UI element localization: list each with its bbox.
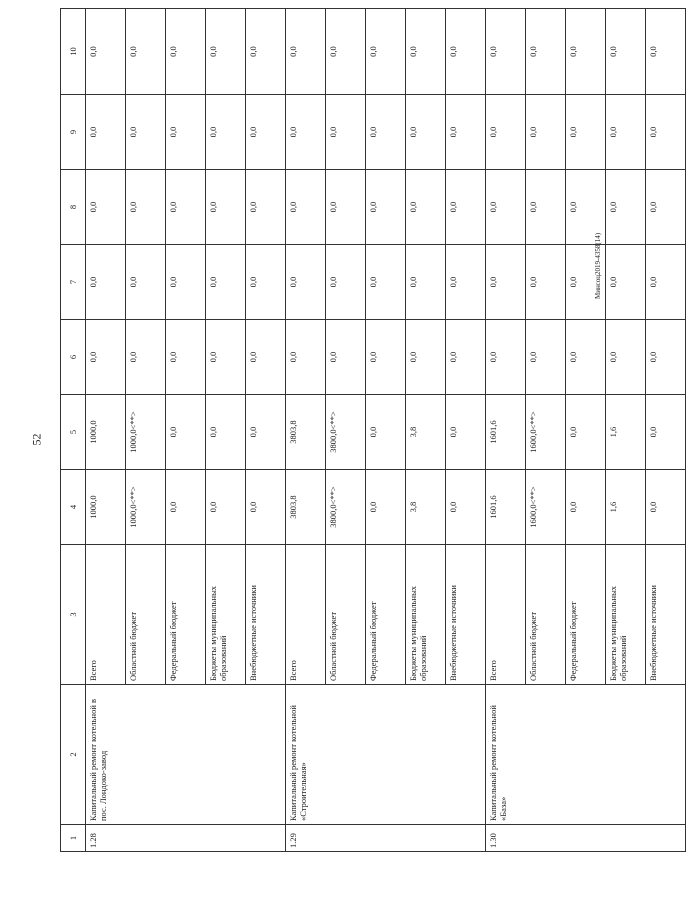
column-number-4: 4: [61, 470, 86, 545]
value-cell: 0,0: [246, 9, 286, 95]
value-cell: 0,0: [286, 9, 326, 95]
table-row: [86, 9, 126, 852]
value-cell: 0,0: [646, 470, 686, 545]
value-cell: 0,0: [166, 95, 206, 170]
funding-source: Федеральный бюджет: [566, 545, 606, 685]
value-cell: 0,0: [486, 245, 526, 320]
value-cell: 0,0: [246, 470, 286, 545]
value-cell: 0,0: [526, 170, 566, 245]
funding-source: Внебюджетные источники: [446, 545, 486, 685]
table-row: [286, 9, 326, 852]
funding-source: Федеральный бюджет: [366, 545, 406, 685]
value-cell: 0,0: [486, 170, 526, 245]
funding-source: Федеральный бюджет: [166, 545, 206, 685]
funding-source: Бюджеты муниципальных образований: [606, 545, 646, 685]
value-cell: 0,0: [366, 170, 406, 245]
value-cell: 0,0: [566, 470, 606, 545]
item-name: Капитальный ремонт котельной «База»: [486, 685, 686, 825]
item-number: 1.30: [486, 825, 686, 852]
value-cell: 0,0: [206, 170, 246, 245]
value-cell: 0,0: [606, 170, 646, 245]
value-cell: 0,0: [566, 395, 606, 470]
value-cell: 0,0: [446, 320, 486, 395]
value-cell: 0,0: [446, 245, 486, 320]
value-cell: 0,0: [246, 395, 286, 470]
value-cell: 0,0: [526, 95, 566, 170]
value-cell: 0,0: [86, 245, 126, 320]
value-cell: 0,0: [126, 9, 166, 95]
value-cell: 0,0: [166, 320, 206, 395]
value-cell: 0,0: [406, 9, 446, 95]
funding-source: Областной бюджет: [326, 545, 366, 685]
funding-source: Областной бюджет: [526, 545, 566, 685]
value-cell: 0,0: [566, 9, 606, 95]
column-number-7: 7: [61, 245, 86, 320]
funding-source: Внебюджетные источники: [246, 545, 286, 685]
value-cell: 3800,0<**>: [326, 470, 366, 545]
value-cell: 0,0: [606, 245, 646, 320]
value-cell: 3803,8: [286, 470, 326, 545]
column-number-8: 8: [61, 170, 86, 245]
value-cell: 0,0: [326, 320, 366, 395]
value-cell: 0,0: [166, 245, 206, 320]
value-cell: 0,0: [206, 470, 246, 545]
value-cell: 0,0: [406, 95, 446, 170]
value-cell: 0,0: [446, 395, 486, 470]
value-cell: 0,0: [206, 320, 246, 395]
document-code: Минсоц2019-4358(14): [594, 232, 602, 300]
value-cell: 1000,0<**>: [126, 395, 166, 470]
value-cell: 3800,0<**>: [326, 395, 366, 470]
value-cell: 0,0: [86, 170, 126, 245]
value-cell: 1600,0<**>: [526, 395, 566, 470]
value-cell: 0,0: [526, 245, 566, 320]
value-cell: 0,0: [246, 170, 286, 245]
column-number-1: 1: [61, 825, 86, 852]
value-cell: 0,0: [646, 320, 686, 395]
value-cell: 0,0: [126, 245, 166, 320]
value-cell: 0,0: [566, 320, 606, 395]
value-cell: 3803,8: [286, 395, 326, 470]
funding-source: Всего: [86, 545, 126, 685]
value-cell: 1,6: [606, 395, 646, 470]
value-cell: 0,0: [406, 245, 446, 320]
value-cell: 0,0: [646, 395, 686, 470]
value-cell: 0,0: [206, 395, 246, 470]
value-cell: 0,0: [86, 95, 126, 170]
item-number: 1.29: [286, 825, 486, 852]
item-name: Капитальный ремонт котельной «Строительная»: [286, 685, 486, 825]
value-cell: 1600,0<**>: [526, 470, 566, 545]
value-cell: 0,0: [566, 170, 606, 245]
column-number-5: 5: [61, 395, 86, 470]
value-cell: 0,0: [446, 95, 486, 170]
value-cell: 0,0: [526, 9, 566, 95]
value-cell: 0,0: [366, 245, 406, 320]
value-cell: 0,0: [646, 170, 686, 245]
value-cell: 0,0: [366, 395, 406, 470]
value-cell: 1,6: [606, 470, 646, 545]
value-cell: 0,0: [606, 320, 646, 395]
value-cell: 0,0: [326, 9, 366, 95]
budget-table: [60, 8, 686, 852]
value-cell: 0,0: [166, 470, 206, 545]
value-cell: 0,0: [646, 9, 686, 95]
value-cell: 0,0: [366, 470, 406, 545]
value-cell: 0,0: [286, 320, 326, 395]
value-cell: 0,0: [566, 95, 606, 170]
value-cell: 0,0: [286, 245, 326, 320]
value-cell: 1000,0<**>: [126, 470, 166, 545]
value-cell: 0,0: [166, 170, 206, 245]
value-cell: 0,0: [406, 170, 446, 245]
value-cell: 0,0: [446, 470, 486, 545]
value-cell: 0,0: [166, 9, 206, 95]
value-cell: 0,0: [166, 395, 206, 470]
value-cell: 0,0: [646, 245, 686, 320]
column-number-10: 10: [61, 9, 86, 95]
table-row: [486, 9, 526, 852]
value-cell: 0,0: [206, 9, 246, 95]
value-cell: 0,0: [126, 320, 166, 395]
value-cell: 0,0: [366, 320, 406, 395]
value-cell: 0,0: [606, 95, 646, 170]
table-body: [61, 9, 686, 852]
value-cell: 1601,6: [486, 395, 526, 470]
column-number-row: [61, 9, 86, 852]
funding-source: Всего: [486, 545, 526, 685]
funding-source: Бюджеты муниципальных образований: [406, 545, 446, 685]
column-number-2: 2: [61, 685, 86, 825]
value-cell: 0,0: [246, 245, 286, 320]
value-cell: 0,0: [86, 320, 126, 395]
value-cell: 0,0: [326, 170, 366, 245]
value-cell: 0,0: [126, 170, 166, 245]
value-cell: 3,8: [406, 395, 446, 470]
value-cell: 0,0: [286, 95, 326, 170]
value-cell: 0,0: [206, 95, 246, 170]
value-cell: 0,0: [366, 95, 406, 170]
value-cell: 0,0: [486, 320, 526, 395]
value-cell: 1000,0: [86, 470, 126, 545]
column-number-9: 9: [61, 95, 86, 170]
value-cell: 3,8: [406, 470, 446, 545]
value-cell: 0,0: [446, 9, 486, 95]
page-number: 52: [29, 433, 44, 446]
value-cell: 0,0: [206, 245, 246, 320]
value-cell: 0,0: [286, 170, 326, 245]
value-cell: 0,0: [326, 245, 366, 320]
value-cell: 1601,6: [486, 470, 526, 545]
funding-source: Внебюджетные источники: [646, 545, 686, 685]
value-cell: 0,0: [606, 9, 646, 95]
column-number-3: 3: [61, 545, 86, 685]
value-cell: 0,0: [366, 9, 406, 95]
value-cell: 0,0: [126, 95, 166, 170]
value-cell: 0,0: [326, 95, 366, 170]
value-cell: 0,0: [446, 170, 486, 245]
funding-source: Бюджеты муниципальных образований: [206, 545, 246, 685]
value-cell: 0,0: [246, 320, 286, 395]
value-cell: 0,0: [246, 95, 286, 170]
value-cell: 1000,0: [86, 395, 126, 470]
value-cell: 0,0: [646, 95, 686, 170]
value-cell: 0,0: [86, 9, 126, 95]
value-cell: 0,0: [486, 95, 526, 170]
value-cell: 0,0: [526, 320, 566, 395]
value-cell: 0,0: [566, 245, 606, 320]
funding-source: Всего: [286, 545, 326, 685]
value-cell: 0,0: [406, 320, 446, 395]
funding-source: Областной бюджет: [126, 545, 166, 685]
item-number: 1.28: [86, 825, 286, 852]
value-cell: 0,0: [486, 9, 526, 95]
item-name: Капитальный ремонт котельной в пос. Лондоко-завод: [86, 685, 286, 825]
column-number-6: 6: [61, 320, 86, 395]
